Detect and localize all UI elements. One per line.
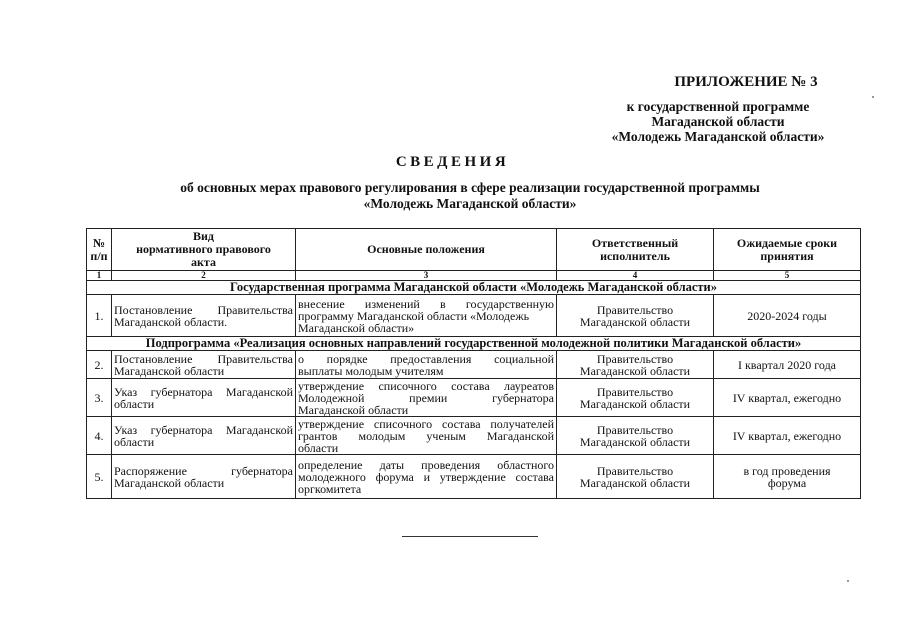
act-type-cell: Распоряжение губернатора Магаданской области xyxy=(112,455,296,499)
responsible-cell: Правительство Магаданской области xyxy=(557,417,714,455)
table-header-row xyxy=(87,229,861,271)
act-type-cell: Указ губернатора Магаданской области xyxy=(112,417,296,455)
section-title: Подпрограмма «Реализация основных направлений государственной молодежной политики Магаданской области» xyxy=(87,337,861,351)
appendix-number: ПРИЛОЖЕНИЕ № 3 xyxy=(674,74,818,90)
terms-cell: IV квартал, ежегодно xyxy=(714,417,861,455)
provisions-cell: определение даты проведения областного молодежного форума и утверждение состава оргкомитета xyxy=(296,455,557,499)
appendix-line-3: «Молодежь Магаданской области» xyxy=(611,129,825,144)
provisions-cell: внесение изменений в государственную программу Магаданской области «Молодежь Магаданской области» xyxy=(296,295,557,337)
header-provisions: Основные положения xyxy=(296,229,557,271)
appendix-line-2: Магаданской области xyxy=(651,114,785,129)
row-number: 3. xyxy=(87,379,112,417)
section-title: Государственная программа Магаданской области «Молодежь Магаданской области» xyxy=(87,281,861,295)
header-responsible: Ответственный исполнитель xyxy=(557,229,714,271)
provisions-cell: утверждение списочного состава лауреатов Молодежной премии губернатора Магаданской области xyxy=(296,379,557,417)
document-subtitle xyxy=(140,180,800,212)
terms-cell: 2020-2024 годы xyxy=(714,295,861,337)
column-number: 5 xyxy=(714,271,861,281)
terms-cell: IV квартал, ежегодно xyxy=(714,379,861,417)
subtitle-line-1: об основных мерах правового регулирования в сфере реализации государственной программы xyxy=(180,180,760,195)
table-row xyxy=(87,417,861,455)
responsible-cell: Правительство Магаданской области xyxy=(557,351,714,379)
row-number: 5. xyxy=(87,455,112,499)
table-row xyxy=(87,379,861,417)
responsible-cell: Правительство Магаданской области xyxy=(557,379,714,417)
column-number: 1 xyxy=(87,271,112,281)
responsible-cell: Правительство Магаданской области xyxy=(557,455,714,499)
column-number-row xyxy=(87,271,861,281)
row-number: 4. xyxy=(87,417,112,455)
terms-cell: I квартал 2020 года xyxy=(714,351,861,379)
column-number: 4 xyxy=(557,271,714,281)
appendix-line-1: к государственной программе xyxy=(626,99,810,114)
terms-cell: в год проведения форума xyxy=(714,455,861,499)
row-number: 1. xyxy=(87,295,112,337)
row-number: 2. xyxy=(87,351,112,379)
section-row-program xyxy=(87,281,861,295)
provisions-cell: о порядке предоставления социальной выплаты молодым учителям xyxy=(296,351,557,379)
appendix-block xyxy=(598,74,838,144)
scan-speck xyxy=(847,580,849,582)
closing-rule xyxy=(402,536,538,537)
legal-measures-table xyxy=(86,228,861,499)
document-title: СВЕДЕНИЯ xyxy=(395,154,510,170)
column-number: 3 xyxy=(296,271,557,281)
table-row xyxy=(87,351,861,379)
header-terms: Ожидаемые сроки принятия xyxy=(714,229,861,271)
header-num: № п/п xyxy=(87,229,112,271)
table-row xyxy=(87,455,861,499)
act-type-cell: Указ губернатора Магаданской области xyxy=(112,379,296,417)
act-type-cell: Постановление Правительства Магаданской области. xyxy=(112,295,296,337)
act-type-cell: Постановление Правительства Магаданской области xyxy=(112,351,296,379)
provisions-cell: утверждение списочного состава получателей грантов молодым ученым Магаданской области xyxy=(296,417,557,455)
subtitle-line-2: «Молодежь Магаданской области» xyxy=(363,196,577,211)
table-row xyxy=(87,295,861,337)
responsible-cell: Правительство Магаданской области xyxy=(557,295,714,337)
header-act-type: Вид нормативного правового акта xyxy=(112,229,296,271)
section-row-subprogram xyxy=(87,337,861,351)
scan-speck xyxy=(872,96,874,98)
column-number: 2 xyxy=(112,271,296,281)
